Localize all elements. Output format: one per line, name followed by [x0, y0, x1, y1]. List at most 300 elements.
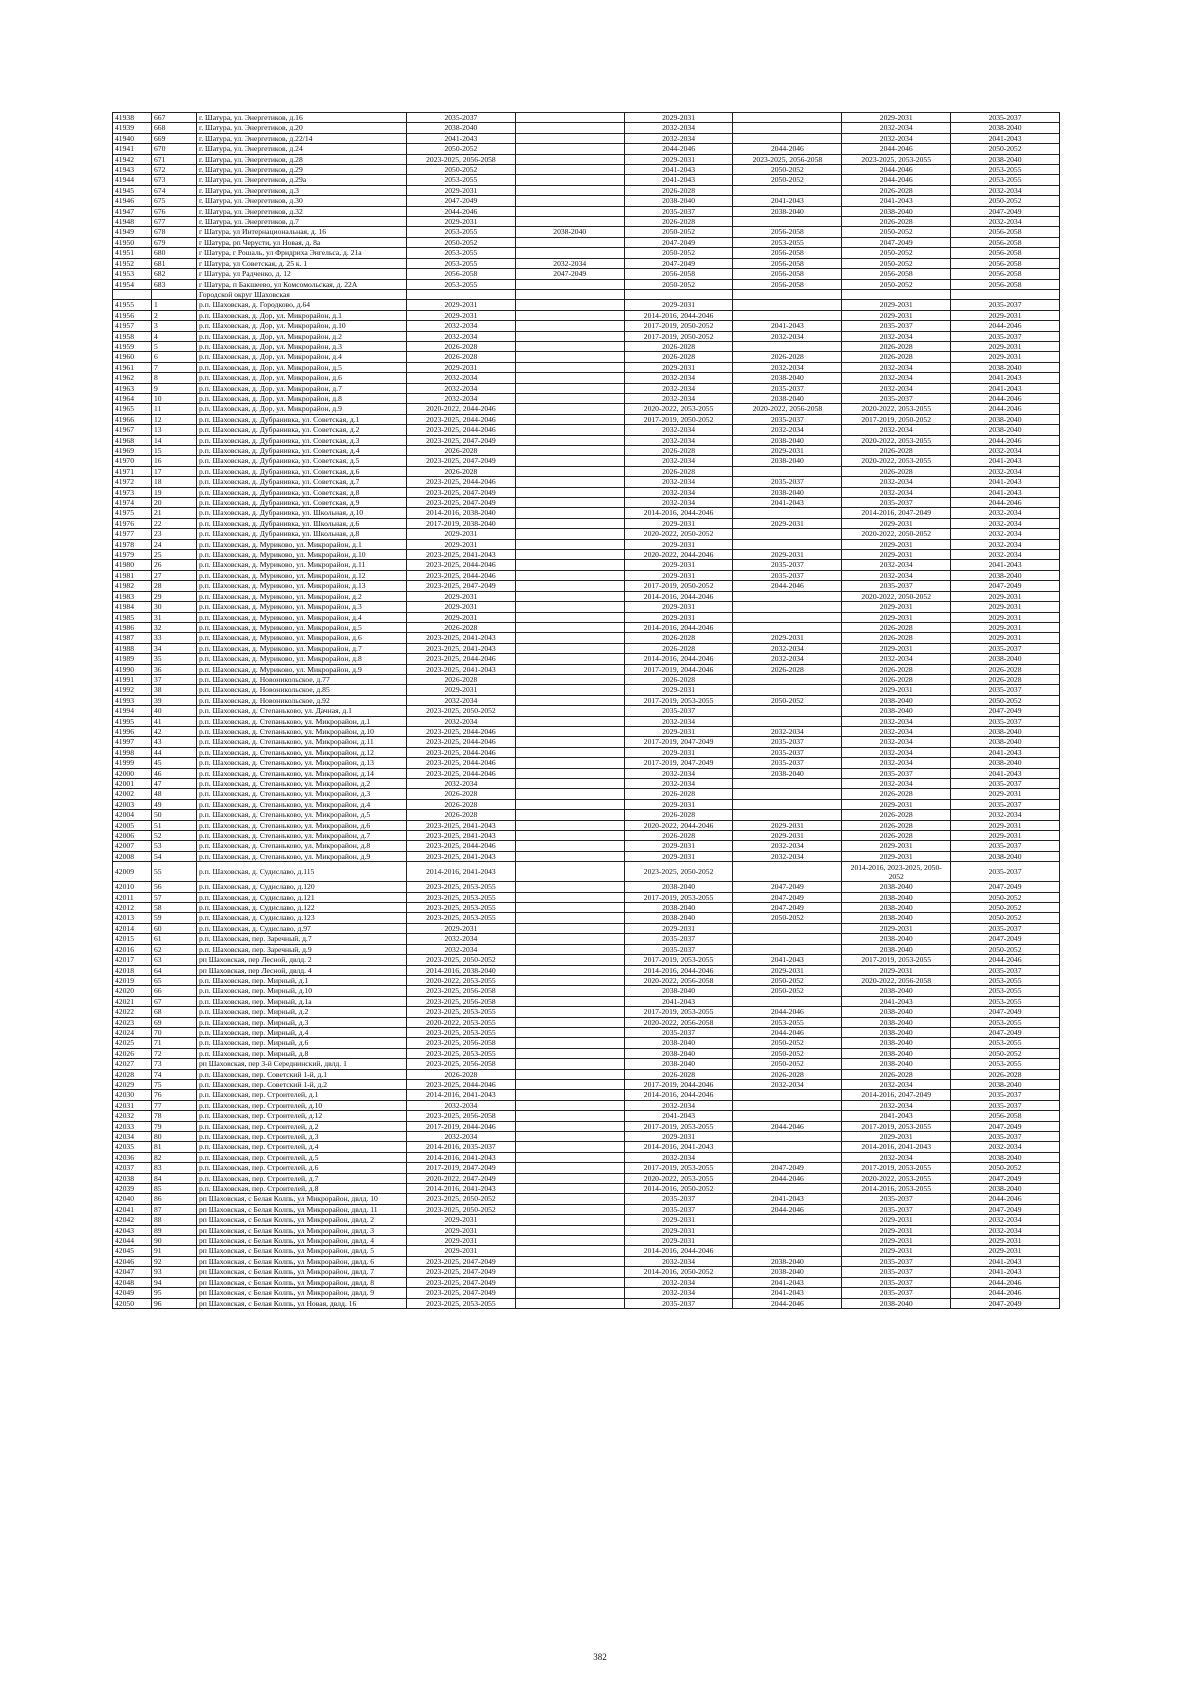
table-cell-years-d	[733, 1090, 842, 1100]
table-cell-years-c: 2038-2040	[624, 913, 733, 923]
table-cell-years-f: 2050-2052	[951, 944, 1060, 954]
table-cell-years-a: 2023-2025, 2047-2049	[407, 581, 516, 591]
table-cell-years-f: 2050-2052	[951, 903, 1060, 913]
table-cell-num: 673	[152, 175, 197, 185]
table-cell-years-c: 2026-2028	[624, 466, 733, 476]
table-cell-years-e: 2029-2031	[842, 310, 951, 320]
table-cell-years-d: 2032-2034	[733, 643, 842, 653]
table-cell-years-b	[515, 144, 624, 154]
table-cell-id: 42015	[113, 934, 152, 944]
table-cell-years-d	[733, 310, 842, 320]
table-cell-years-f: 2038-2040	[951, 570, 1060, 580]
table-cell-num: 84	[152, 1173, 197, 1183]
table-cell-years-e: 2014-2016, 2047-2049	[842, 508, 951, 518]
table-cell-years-f: 2038-2040	[951, 425, 1060, 435]
table-cell-years-e: 2029-2031	[842, 1215, 951, 1225]
table-row	[113, 612, 1060, 622]
table-cell-years-c: 2047-2049	[624, 258, 733, 268]
table-cell-years-a: 2023-2025, 2053-2055	[407, 882, 516, 892]
table-cell-num: 8	[152, 373, 197, 383]
table-cell-address: р.п. Шаховская, д. Дубранивка, ул. Школьная, д.6	[197, 518, 407, 528]
table-cell-id: 42026	[113, 1048, 152, 1058]
table-cell-years-e: 2026-2028	[842, 810, 951, 820]
table-cell-years-f: 2038-2040	[951, 362, 1060, 372]
table-cell-years-c: 2032-2034	[624, 133, 733, 143]
table-cell-address: р.п. Шаховская, д. Муриково, ул. Микрорайон, д.6	[197, 633, 407, 643]
table-cell-years-b	[515, 633, 624, 643]
table-cell-address: р.п. Шаховская, д. Дубранивка, ул. Советская, д.9	[197, 498, 407, 508]
table-cell-years-b	[515, 1236, 624, 1246]
table-row	[113, 1236, 1060, 1246]
table-cell-address: р.п. Шаховская, пер. Заречный, д.7	[197, 934, 407, 944]
table-cell-years-d: 2041-2043	[733, 196, 842, 206]
table-cell-address: р.п. Шаховская, д. Муриково, ул. Микрорайон, д.9	[197, 664, 407, 674]
table-cell-years-f: 2041-2043	[951, 456, 1060, 466]
table-cell-years-c: 2020-2022, 2056-2058	[624, 975, 733, 985]
table-cell-id: 42047	[113, 1267, 152, 1277]
table-cell-years-b	[515, 903, 624, 913]
table-cell-id: 42003	[113, 799, 152, 809]
table-cell-years-e: 2038-2040	[842, 882, 951, 892]
table-cell-years-c: 2029-2031	[624, 726, 733, 736]
table-cell-years-e: 2026-2028	[842, 633, 951, 643]
table-cell-num: 67	[152, 996, 197, 1006]
table-row	[113, 768, 1060, 778]
table-cell-id: 41938	[113, 113, 152, 123]
table-cell-years-a: 2023-2025, 2056-2058	[407, 1111, 516, 1121]
table-cell-num: 79	[152, 1121, 197, 1131]
table-cell-years-d: 2023-2025, 2056-2058	[733, 154, 842, 164]
table-cell-years-d: 2056-2058	[733, 248, 842, 258]
table-cell-years-e: 2032-2034	[842, 654, 951, 664]
table-row	[113, 466, 1060, 476]
table-cell-years-c: 2032-2034	[624, 768, 733, 778]
table-cell-years-d	[733, 1236, 842, 1246]
table-cell-years-a: 2029-2031	[407, 1246, 516, 1256]
table-row	[113, 1017, 1060, 1027]
table-row	[113, 518, 1060, 528]
table-cell-years-b	[515, 1079, 624, 1089]
table-row	[113, 165, 1060, 175]
table-cell-id: 41995	[113, 716, 152, 726]
table-cell-years-f: 2047-2049	[951, 1121, 1060, 1131]
table-cell-id: 41940	[113, 133, 152, 143]
table-cell-num: 54	[152, 851, 197, 861]
table-cell-address: рп Шаховская, пер 3-й Середнинский, двлд. 1	[197, 1059, 407, 1069]
table-cell-years-f: 2056-2058	[951, 237, 1060, 247]
table-cell-years-f: 2038-2040	[951, 1079, 1060, 1089]
table-cell-address: р.п. Шаховская, д. Степаньково, ул. Микрорайон, д.10	[197, 726, 407, 736]
table-cell-years-c: 2029-2031	[624, 1236, 733, 1246]
table-cell-years-d: 2044-2046	[733, 1173, 842, 1183]
table-cell-years-e: 2032-2034	[842, 1079, 951, 1089]
table-row	[113, 435, 1060, 445]
table-cell-years-e: 2029-2031	[842, 518, 951, 528]
table-cell-years-f: 2035-2037	[951, 716, 1060, 726]
table-cell-years-b	[515, 810, 624, 820]
table-cell-years-c: 2035-2037	[624, 1027, 733, 1037]
table-cell-num: 32	[152, 622, 197, 632]
table-cell-years-a: 2029-2031	[407, 602, 516, 612]
table-cell-years-c: 2026-2028	[624, 185, 733, 195]
table-cell-years-e: 2020-2022, 2050-2052	[842, 591, 951, 601]
table-cell-years-b	[515, 300, 624, 310]
table-cell-address: рп Шаховская, с Белая Колпь, ул Микрорайон, двлд. 7	[197, 1267, 407, 1277]
table-cell-years-c: 2014-2016, 2050-2052	[624, 1267, 733, 1277]
table-cell-num: 85	[152, 1184, 197, 1194]
table-cell-years-a: 2032-2034	[407, 934, 516, 944]
table-cell-years-a: 2032-2034	[407, 331, 516, 341]
table-cell-years-f: 2056-2058	[951, 248, 1060, 258]
table-cell-address: р.п. Шаховская, д. Дубранивка, ул. Советская, д.5	[197, 456, 407, 466]
table-cell-years-a: 2032-2034	[407, 383, 516, 393]
table-cell-id: 41971	[113, 466, 152, 476]
table-cell-years-e: 2026-2028	[842, 789, 951, 799]
table-cell-years-e: 2041-2043	[842, 1111, 951, 1121]
table-cell-num: 672	[152, 165, 197, 175]
table-cell-years-c: 2029-2031	[624, 612, 733, 622]
table-cell-years-d: 2038-2040	[733, 393, 842, 403]
table-cell-years-f: 2032-2034	[951, 529, 1060, 539]
table-cell-years-f: 2029-2031	[951, 591, 1060, 601]
table-cell-id: 42004	[113, 810, 152, 820]
table-row	[113, 820, 1060, 830]
table-cell-years-a: 2023-2025, 2050-2052	[407, 955, 516, 965]
table-cell-years-f: 2032-2034	[951, 1225, 1060, 1235]
table-cell-num: 683	[152, 279, 197, 289]
table-cell-years-d	[733, 706, 842, 716]
table-row	[113, 227, 1060, 237]
table-cell-id: 41962	[113, 373, 152, 383]
table-cell-address: р.п. Шаховская, пер. Строителей, д.4	[197, 1142, 407, 1152]
table-row	[113, 706, 1060, 716]
table-cell-num: 26	[152, 560, 197, 570]
table-cell-id: 42019	[113, 975, 152, 985]
table-cell-years-f: 2047-2049	[951, 1173, 1060, 1183]
table-cell-years-f: 2044-2046	[951, 1288, 1060, 1298]
table-cell-id: 41951	[113, 248, 152, 258]
table-row	[113, 591, 1060, 601]
table-cell-years-f: 2053-2055	[951, 975, 1060, 985]
table-cell-years-d	[733, 1215, 842, 1225]
table-cell-num: 47	[152, 779, 197, 789]
table-cell-years-e: 2047-2049	[842, 237, 951, 247]
table-cell-years-b	[515, 217, 624, 227]
table-row	[113, 456, 1060, 466]
table-cell-years-d	[733, 508, 842, 518]
table-cell-years-d	[733, 123, 842, 133]
table-cell-years-b	[515, 518, 624, 528]
table-cell-id: 41979	[113, 550, 152, 560]
table-cell-years-e: 2038-2040	[842, 1059, 951, 1069]
table-cell-id: 42007	[113, 841, 152, 851]
table-row	[113, 498, 1060, 508]
table-cell-years-e: 2029-2031	[842, 612, 951, 622]
table-cell-years-a: 2029-2031	[407, 591, 516, 601]
table-cell-num: 46	[152, 768, 197, 778]
table-cell-id: 41961	[113, 362, 152, 372]
table-cell-years-a: 2023-2025, 2047-2049	[407, 498, 516, 508]
table-cell-years-b	[515, 321, 624, 331]
table-cell-num: 83	[152, 1163, 197, 1173]
table-cell-num: 60	[152, 923, 197, 933]
table-cell-id: 42025	[113, 1038, 152, 1048]
table-cell-years-b	[515, 944, 624, 954]
table-cell-num: 669	[152, 133, 197, 143]
table-cell-address: р.п. Шаховская, д. Дор, ул. Микрорайон, д.6	[197, 373, 407, 383]
table-cell-address: р.п. Шаховская, пер. Мирный, д.4	[197, 1027, 407, 1037]
table-cell-years-f: 2038-2040	[951, 758, 1060, 768]
table-cell-address: г. Шатура, ул. Энергетиков, д.30	[197, 196, 407, 206]
table-cell-years-f: 2029-2031	[951, 820, 1060, 830]
table-row	[113, 934, 1060, 944]
table-cell-id: 42024	[113, 1027, 152, 1037]
table-cell-years-d: 2032-2034	[733, 1079, 842, 1089]
table-cell-years-c: 2020-2022, 2044-2046	[624, 550, 733, 560]
table-cell-years-f: 2032-2034	[951, 1215, 1060, 1225]
table-cell-years-c: 2020-2022, 2044-2046	[624, 820, 733, 830]
table-cell-years-f: 2029-2031	[951, 633, 1060, 643]
table-cell-years-f: 2038-2040	[951, 654, 1060, 664]
table-cell-id: 42014	[113, 923, 152, 933]
table-cell-address: р.п. Шаховская, пер. Строителей, д.1	[197, 1090, 407, 1100]
table-cell-years-f: 2047-2049	[951, 1007, 1060, 1017]
table-cell-num: 61	[152, 934, 197, 944]
table-cell-id: 42041	[113, 1204, 152, 1214]
table-cell-years-b	[515, 716, 624, 726]
table-cell-years-e	[842, 289, 951, 299]
table-cell-years-e: 2032-2034	[842, 477, 951, 487]
table-cell-num: 91	[152, 1246, 197, 1256]
table-cell-years-a: 2023-2025, 2044-2046	[407, 758, 516, 768]
table-row	[113, 185, 1060, 195]
table-cell-id: 41942	[113, 154, 152, 164]
table-cell-years-b	[515, 237, 624, 247]
table-cell-years-a: 2023-2025, 2044-2046	[407, 570, 516, 580]
table-cell-years-c: 2032-2034	[624, 1277, 733, 1287]
table-cell-years-b	[515, 185, 624, 195]
table-cell-years-b	[515, 664, 624, 674]
table-cell-years-a: 2023-2025, 2044-2046	[407, 654, 516, 664]
table-cell-years-f: 2050-2052	[951, 1163, 1060, 1173]
table-cell-years-f	[951, 289, 1060, 299]
table-cell-num: 77	[152, 1100, 197, 1110]
table-cell-years-d: 2038-2040	[733, 487, 842, 497]
table-cell-years-b	[515, 425, 624, 435]
table-cell-address: р.п. Шаховская, д. Муриково, ул. Микрорайон, д.10	[197, 550, 407, 560]
table-cell-address: р.п. Шаховская, д. Дор, ул. Микрорайон, д.2	[197, 331, 407, 341]
table-cell-years-d: 2047-2049	[733, 1163, 842, 1173]
table-cell-id: 42013	[113, 913, 152, 923]
table-cell-id: 42008	[113, 851, 152, 861]
table-row	[113, 539, 1060, 549]
table-cell-years-b	[515, 331, 624, 341]
table-cell-years-c: 2029-2031	[624, 799, 733, 809]
table-cell-years-e: 2032-2034	[842, 758, 951, 768]
table-cell-address: р.п. Шаховская, пер. Мирный, д.3	[197, 1017, 407, 1027]
table-row	[113, 206, 1060, 216]
table-cell-years-f: 2053-2055	[951, 175, 1060, 185]
table-cell-years-c: 2023-2025, 2050-2052	[624, 862, 733, 882]
table-cell-id: 42040	[113, 1194, 152, 1204]
table-cell-id: 41960	[113, 352, 152, 362]
table-cell-num: 96	[152, 1298, 197, 1308]
table-cell-years-a: 2029-2031	[407, 1236, 516, 1246]
table-cell-address: рп Шаховская, с Белая Колпь, ул Микрорайон, двлд. 2	[197, 1215, 407, 1225]
table-cell-years-e: 2029-2031	[842, 643, 951, 653]
table-cell-years-a: 2053-2055	[407, 227, 516, 237]
table-cell-years-a: 2029-2031	[407, 362, 516, 372]
table-cell-years-f: 2050-2052	[951, 695, 1060, 705]
table-cell-years-d: 2035-2037	[733, 747, 842, 757]
table-cell-years-b	[515, 1267, 624, 1277]
table-cell-years-d: 2044-2046	[733, 1027, 842, 1037]
table-cell-years-b	[515, 1204, 624, 1214]
table-cell-id: 41954	[113, 279, 152, 289]
table-cell-years-b	[515, 133, 624, 143]
table-cell-num: 78	[152, 1111, 197, 1121]
table-cell-address: р.п. Шаховская, д. Степаньково, ул. Микрорайон, д.5	[197, 810, 407, 820]
table-cell-years-c: 2029-2031	[624, 747, 733, 757]
table-cell-num: 65	[152, 975, 197, 985]
table-cell-years-a: 2023-2025, 2056-2058	[407, 1038, 516, 1048]
table-cell-years-d: 2041-2043	[733, 1288, 842, 1298]
table-cell-years-a: 2023-2025, 2041-2043	[407, 643, 516, 653]
table-cell-years-d: 2038-2040	[733, 206, 842, 216]
table-row	[113, 508, 1060, 518]
table-cell-years-e: 2050-2052	[842, 248, 951, 258]
table-cell-address: р.п. Шаховская, пер. Строителей, д.5	[197, 1152, 407, 1162]
table-cell-years-a: 2044-2046	[407, 206, 516, 216]
table-cell-years-c: 2038-2040	[624, 196, 733, 206]
table-cell-years-a: 2035-2037	[407, 113, 516, 123]
table-cell-years-f: 2035-2037	[951, 1100, 1060, 1110]
table-cell-num: 57	[152, 892, 197, 902]
table-cell-years-b	[515, 446, 624, 456]
table-cell-years-a: 2029-2031	[407, 1215, 516, 1225]
table-cell-years-a: 2029-2031	[407, 539, 516, 549]
table-cell-num: 14	[152, 435, 197, 445]
table-cell-address: р.п. Шаховская, д. Городково, д.64	[197, 300, 407, 310]
table-cell-years-c: 2032-2034	[624, 716, 733, 726]
table-row	[113, 1256, 1060, 1266]
table-cell-years-e: 2026-2028	[842, 446, 951, 456]
table-cell-address: р.п. Шаховская, д. Муриково, ул. Микрорайон, д.2	[197, 591, 407, 601]
table-cell-years-f: 2032-2034	[951, 466, 1060, 476]
table-cell-years-c: 2032-2034	[624, 487, 733, 497]
table-cell-address: р.п. Шаховская, пер. Мирный, д.1	[197, 975, 407, 985]
table-row	[113, 685, 1060, 695]
table-cell-address: р.п. Шаховская, д. Дубранивка, ул. Школьная, д.10	[197, 508, 407, 518]
table-cell-years-d: 2047-2049	[733, 903, 842, 913]
table-cell-years-b	[515, 1069, 624, 1079]
table-cell-years-d: 2032-2034	[733, 362, 842, 372]
table-cell-num: 69	[152, 1017, 197, 1027]
table-cell-id: 41955	[113, 300, 152, 310]
table-cell-years-d: 2050-2052	[733, 913, 842, 923]
table-cell-years-e: 2026-2028	[842, 820, 951, 830]
table-cell-years-a: 2023-2025, 2047-2049	[407, 487, 516, 497]
table-cell-years-c: 2035-2037	[624, 934, 733, 944]
table-row	[113, 529, 1060, 539]
table-row	[113, 362, 1060, 372]
table-cell-years-d: 2041-2043	[733, 321, 842, 331]
table-cell-address: р.п. Шаховская, д. Муриково, ул. Микрорайон, д.4	[197, 612, 407, 622]
table-cell-years-a: 2014-2016, 2041-2043	[407, 1152, 516, 1162]
table-cell-years-f: 2056-2058	[951, 279, 1060, 289]
table-cell-years-a: 2020-2022, 2047-2049	[407, 1173, 516, 1183]
table-cell-years-a: 2026-2028	[407, 341, 516, 351]
table-row	[113, 310, 1060, 320]
table-row	[113, 1173, 1060, 1183]
table-cell-years-a: 2032-2034	[407, 1132, 516, 1142]
table-cell-address: рп Шаховская, с Белая Колпь, ул Микрорайон, двлд. 4	[197, 1236, 407, 1246]
table-cell-years-d: 2041-2043	[733, 498, 842, 508]
table-cell-years-f: 2041-2043	[951, 373, 1060, 383]
table-cell-id: 41967	[113, 425, 152, 435]
table-cell-id: 41947	[113, 206, 152, 216]
table-cell-years-c	[624, 289, 733, 299]
table-cell-years-b	[515, 1163, 624, 1173]
table-cell-address: г Шатура, ул Советская, д. 25 к. 1	[197, 258, 407, 268]
table-cell-address: р.п. Шаховская, д. Дор, ул. Микрорайон, д.1	[197, 310, 407, 320]
table-cell-years-d	[733, 1225, 842, 1235]
table-cell-years-d	[733, 341, 842, 351]
table-cell-years-d	[733, 799, 842, 809]
table-row	[113, 882, 1060, 892]
table-cell-address: р.п. Шаховская, д. Судиславо, д.120	[197, 882, 407, 892]
table-cell-years-f: 2035-2037	[951, 685, 1060, 695]
table-cell-num: 73	[152, 1059, 197, 1069]
table-cell-num: 42	[152, 726, 197, 736]
table-row	[113, 404, 1060, 414]
table-cell-years-d: 2053-2055	[733, 237, 842, 247]
table-cell-address: р.п. Шаховская, д. Степаньково, ул. Микрорайон, д.14	[197, 768, 407, 778]
table-cell-years-f: 2044-2046	[951, 498, 1060, 508]
table-cell-years-b	[515, 706, 624, 716]
table-cell-id: 42020	[113, 986, 152, 996]
table-cell-years-a: 2023-2025, 2053-2055	[407, 1027, 516, 1037]
table-cell-years-b	[515, 560, 624, 570]
table-cell-years-d: 2035-2037	[733, 383, 842, 393]
table-cell-years-b	[515, 550, 624, 560]
table-cell-years-a: 2023-2025, 2053-2055	[407, 913, 516, 923]
table-cell-years-e: 2014-2016, 2053-2055	[842, 1184, 951, 1194]
table-cell-years-a: 2023-2025, 2041-2043	[407, 550, 516, 560]
table-row	[113, 1298, 1060, 1308]
table-cell-id: 42037	[113, 1163, 152, 1173]
table-cell-years-d	[733, 289, 842, 299]
table-cell-years-b	[515, 352, 624, 362]
table-cell-address: р.п. Шаховская, д. Муриково, ул. Микрорайон, д.1	[197, 539, 407, 549]
table-cell-years-a: 2053-2055	[407, 258, 516, 268]
table-cell-years-f: 2041-2043	[951, 768, 1060, 778]
table-cell-address: г. Шатура, ул. Энергетиков, д.29	[197, 165, 407, 175]
table-row	[113, 758, 1060, 768]
table-cell-years-b	[515, 779, 624, 789]
table-cell-years-f: 2047-2049	[951, 934, 1060, 944]
table-cell-years-e: 2032-2034	[842, 560, 951, 570]
table-cell-id: 41987	[113, 633, 152, 643]
table-cell-years-e: 2026-2028	[842, 622, 951, 632]
table-cell-years-e: 2029-2031	[842, 602, 951, 612]
table-cell-id: 41994	[113, 706, 152, 716]
table-cell-years-d: 2044-2046	[733, 144, 842, 154]
table-cell-years-b	[515, 831, 624, 841]
table-cell-id: 42001	[113, 779, 152, 789]
table-row	[113, 996, 1060, 1006]
table-cell-years-a: 2032-2034	[407, 944, 516, 954]
